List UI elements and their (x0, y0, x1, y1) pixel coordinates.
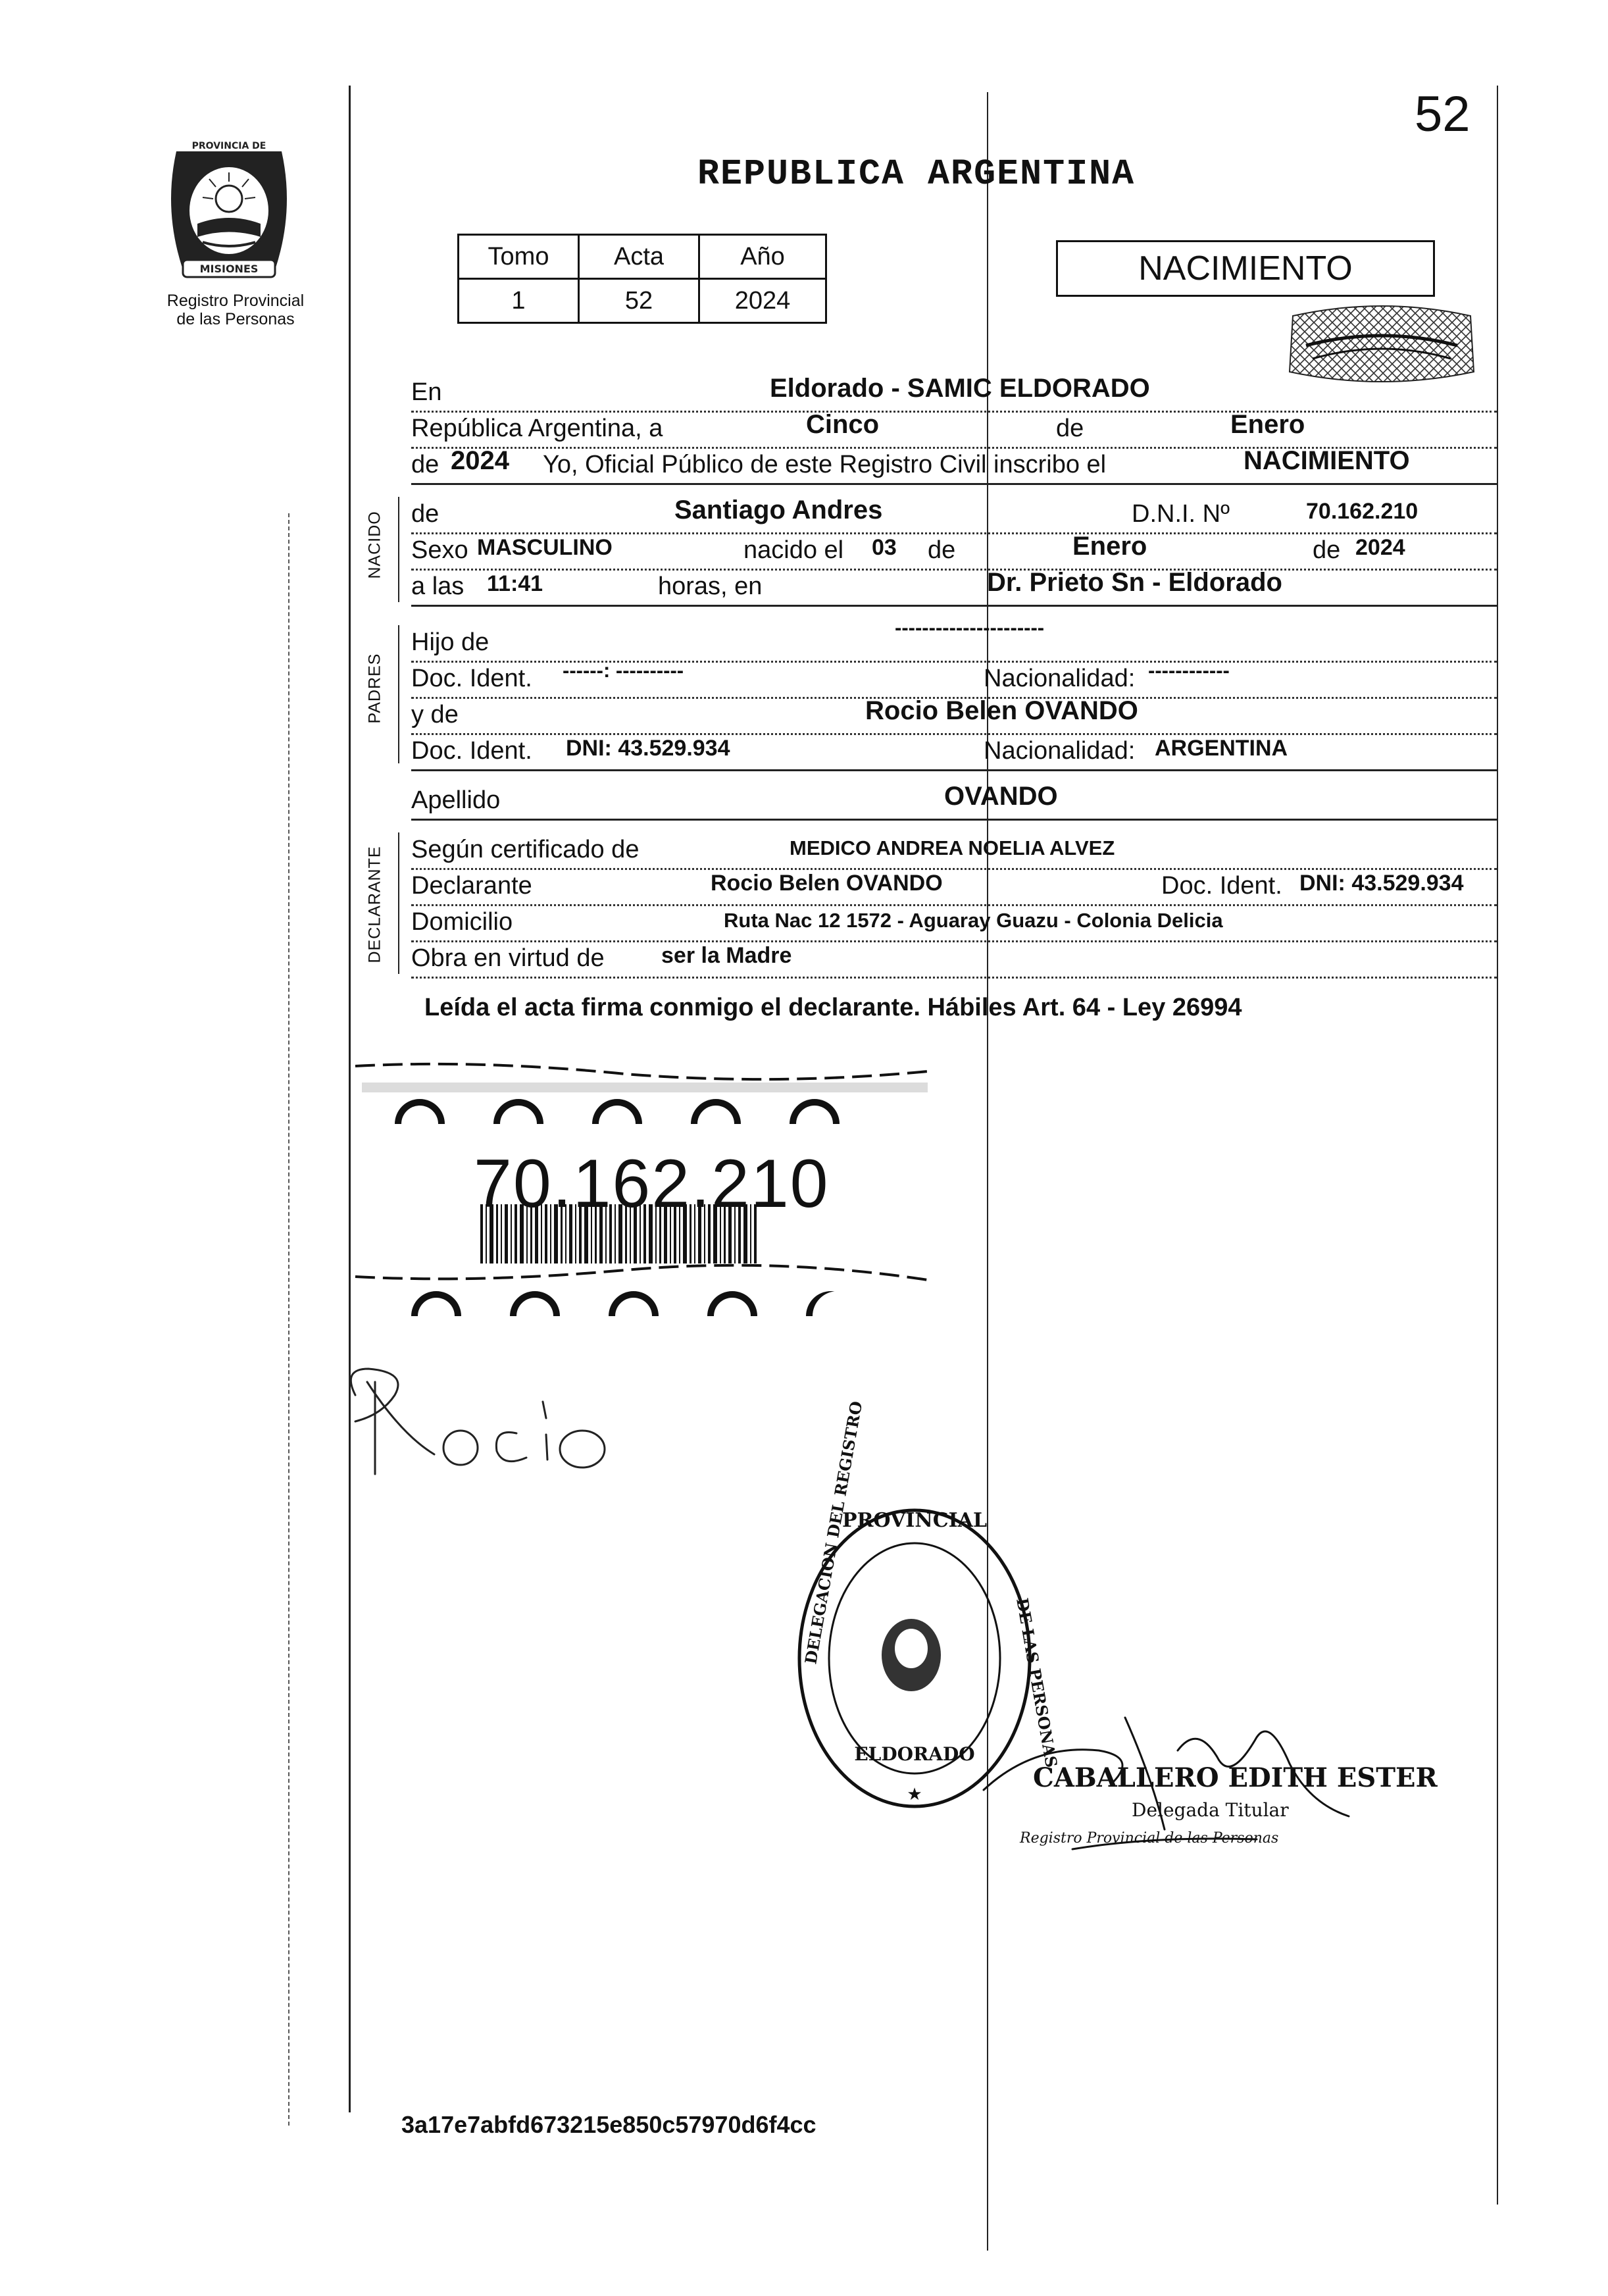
tomo-acta-anio-table (457, 234, 827, 324)
document-hash: 3a17e7abfd673215e850c57970d6f4cc (401, 2111, 817, 2138)
madre-nacionalidad-label: Nacionalidad: (984, 737, 1136, 765)
padres-bracket (398, 625, 399, 763)
row-domicilio (411, 905, 1497, 942)
madre-doc-label: Doc. Ident. (411, 737, 532, 765)
dni-sticker-number: 70.162.210 (474, 1146, 830, 1222)
de-label: de (1056, 415, 1084, 442)
row-nacido-nombre (411, 497, 1497, 534)
inscribo-value: NACIMIENTO (1244, 446, 1410, 475)
logo-caption-line2: de las Personas (176, 310, 295, 328)
logo-caption (150, 292, 321, 328)
declarante-value: Rocio Belen OVANDO (711, 871, 943, 896)
obra-value: ser la Madre (661, 943, 792, 968)
de2-label: de (411, 451, 440, 478)
apellido-value: OVANDO (944, 782, 1058, 811)
svg-text:Registro Provincial de las Per: Registro Provincial de las Personas (1020, 1830, 1279, 1847)
padre-nacionalidad-value: ------------ (1148, 659, 1230, 682)
en-label: En (411, 378, 442, 406)
yo-label: Yo, Oficial Público de este Registro Civil inscribo el (543, 451, 1107, 478)
record-type-box: NACIMIENTO (1056, 240, 1435, 297)
segun-label: Según certificado de (411, 836, 640, 863)
madre-nacionalidad-value: ARGENTINA (1155, 736, 1288, 761)
nacido-el-label: nacido el (743, 536, 844, 564)
page-number: 52 (1415, 86, 1470, 142)
declarante-doc-label: Doc. Ident. (1161, 872, 1282, 900)
svg-text:PROVINCIAL: PROVINCIAL (842, 1509, 988, 1532)
certificado-value: MEDICO ANDREA NOELIA ALVEZ (790, 836, 1115, 859)
row-declarante (411, 869, 1497, 906)
tomo-header: Tomo (459, 235, 579, 279)
row-y-de (411, 698, 1497, 735)
row-madre-doc (411, 734, 1497, 771)
dni-value: 70.162.210 (1306, 499, 1419, 524)
madre-value: Rocio Belen OVANDO (865, 696, 1138, 725)
nacido-de-label: de (411, 500, 440, 528)
padre-doc-label: Doc. Ident. (411, 665, 532, 692)
domicilio-value: Ruta Nac 12 1572 - Aguaray Guazu - Colonia Delicia (724, 909, 1223, 932)
mes-inscripcion-value: Enero (1230, 410, 1305, 439)
de-nacimiento-label: de (928, 536, 956, 564)
y-de-label: y de (411, 701, 459, 728)
declarante-section-label: DECLARANTE (365, 846, 384, 963)
madre-doc-value: DNI: 43.529.934 (566, 736, 730, 761)
dia-nacimiento-value: 03 (872, 535, 897, 560)
horas-en-label: horas, en (658, 573, 763, 600)
de-anio-label: de (1313, 536, 1341, 564)
padre-nacionalidad-label: Nacionalidad: (984, 665, 1136, 692)
hora-value: 11:41 (487, 571, 543, 596)
svg-text:ELDORADO: ELDORADO (854, 1743, 975, 1765)
dia-inscripcion-value: Cinco (806, 410, 880, 439)
sexo-label: Sexo (411, 536, 468, 564)
mes-nacimiento-value: Enero (1072, 532, 1147, 561)
svg-text:PROVINCIA DE: PROVINCIA DE (191, 141, 266, 151)
svg-text:DE LAS PERSONAS: DE LAS PERSONAS (1013, 1596, 1061, 1770)
row-obra (411, 941, 1497, 979)
obra-label: Obra en virtud de (411, 944, 605, 972)
apellido-label: Apellido (411, 786, 501, 814)
domicilio-label: Domicilio (411, 908, 513, 936)
left-edge-marks (288, 513, 289, 2126)
row-en (411, 375, 1497, 413)
sexo-value: MASCULINO (477, 535, 613, 560)
svg-text:Delegada Titular: Delegada Titular (1132, 1799, 1289, 1821)
dni-label: D.N.I. Nº (1132, 500, 1230, 528)
row-apellido (411, 783, 1497, 821)
lugar-value: Dr. Prieto Sn - Eldorado (987, 568, 1282, 597)
hijo-de-label: Hijo de (411, 628, 490, 656)
logo-caption-line1: Registro Provincial (166, 292, 305, 310)
official-signature-stamp (980, 1711, 1438, 1862)
anio-header: Año (699, 235, 826, 279)
alas-label: a las (411, 573, 465, 600)
padres-section-label: PADRES (365, 653, 384, 724)
row-nacido-hora (411, 569, 1497, 607)
en-value: Eldorado - SAMIC ELDORADO (770, 374, 1150, 403)
misiones-logo (157, 138, 301, 286)
tomo-value: 1 (459, 279, 579, 323)
footer-note: Leída el acta firma conmigo el declarante. Hábiles Art. 64 - Ley 26994 (424, 994, 1242, 1021)
row-nacido-sexo (411, 533, 1497, 571)
row-inscribo (411, 447, 1497, 485)
anio-inscripcion-value: 2024 (451, 446, 509, 475)
right-margin-rule (1497, 86, 1498, 2205)
anio-nacimiento-value: 2024 (1355, 535, 1405, 560)
row-segun-certificado (411, 832, 1497, 870)
hologram-security-mark (1286, 299, 1477, 385)
declarante-doc-value: DNI: 43.529.934 (1299, 871, 1464, 896)
declarante-bracket (398, 832, 399, 974)
nacido-bracket (398, 497, 399, 602)
nombre-value: Santiago Andres (674, 496, 883, 524)
declarante-signature (329, 1356, 618, 1487)
acta-value: 52 (579, 279, 699, 323)
country-title: REPUBLICA ARGENTINA (697, 153, 1136, 195)
republica-label: República Argentina, a (411, 415, 663, 442)
nacido-section-label: NACIDO (365, 511, 384, 579)
svg-text:MISIONES: MISIONES (199, 263, 259, 275)
svg-text:★: ★ (907, 1785, 922, 1804)
svg-text:DELEGACION DEL REGISTRO: DELEGACION DEL REGISTRO (801, 1399, 867, 1666)
padre-doc-value: ------: ---------- (563, 659, 684, 682)
declarante-label: Declarante (411, 872, 532, 900)
anio-value: 2024 (699, 279, 826, 323)
acta-header: Acta (579, 235, 699, 279)
padre-value: ---------------------- (895, 616, 1045, 639)
svg-text:CABALLERO EDITH ESTER: CABALLERO EDITH ESTER (1033, 1762, 1438, 1793)
